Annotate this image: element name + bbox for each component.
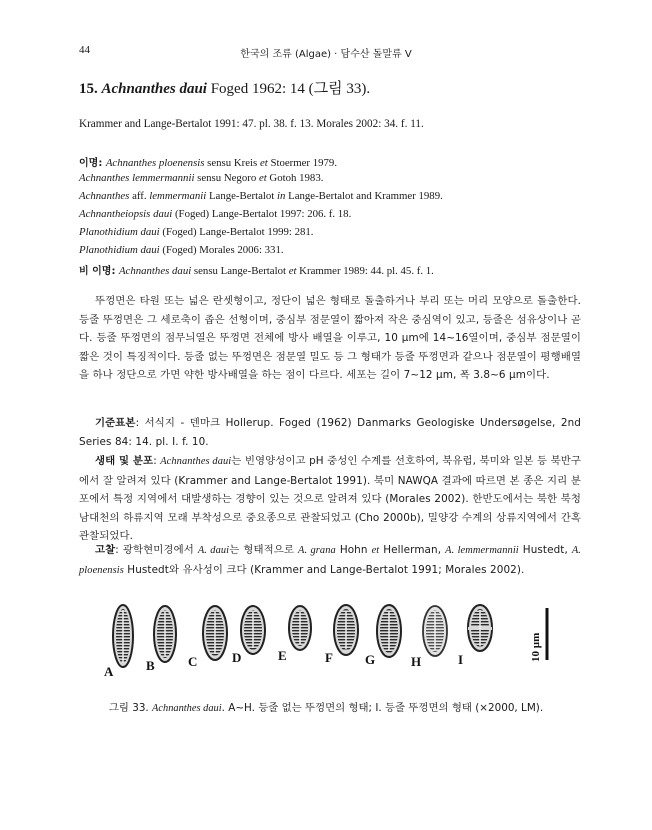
ecology-label: 생태 및 분포: [95, 455, 154, 467]
synonym-line-6: Planothidium daui (Foged) Morales 2006: 331.: [79, 244, 284, 256]
synonym-label: 이명: [79, 158, 99, 169]
nonsynonym-line: 비 이명: Achnanthes daui sensu Lange-Bertalot et Krammer 1989: 44. pl. 45. f. 1.: [79, 265, 434, 277]
synonym-line-4: Achnantheiopsis daui (Foged) Lange-Bertalot 1997: 206. f. 18.: [79, 208, 352, 220]
remarks-label: 고찰: [95, 544, 116, 556]
figure-caption: 그림 33. Achnanthes daui. A~H. 등줄 없는 뚜껑면의 형태; I. 등줄 뚜껑면의 형태 (×2000, LM).: [108, 702, 544, 714]
synonym-line-2: Achnanthes lemmermannii sensu Negoro et Gotoh 1983.: [79, 172, 324, 184]
type-specimen-paragraph: 기준표본: 서식지 - 덴마크 Hollerup. Foged (1962) Danmarks Geologiske Undersøgelse, 2nd Series 84: 14. pl. I. f. 10.: [79, 417, 581, 448]
type-specimen-label: 기준표본: [95, 417, 136, 429]
diatom-valve-f: [334, 605, 358, 655]
synonym-line-5: Planothidium daui (Foged) Lange-Bertalot 1999: 281.: [79, 226, 314, 238]
nonsynonym-label: 비 이명: [79, 266, 112, 277]
running-title: 한국의 조류 (Algae) · 담수산 돌말류 V: [240, 49, 412, 60]
remarks-paragraph: 고찰: 광학현미경에서 A. daui는 형태적으로 A. grana Hohn et Hellerman, A. lemmermannii Hustedt, A. ploenensis Hustedt와 유사성이 크다 (Krammer and Lange-Bertalot 1991; Morales 2002).: [79, 544, 582, 576]
diatom-valve-b: [154, 606, 176, 662]
panel-letter: F: [325, 650, 333, 665]
diatom-figure: [90, 600, 570, 680]
panel-letter: A: [104, 664, 114, 679]
diatom-valve-a: [113, 605, 133, 667]
panel-letter: D: [232, 650, 242, 665]
panel-letter: I: [458, 652, 464, 667]
scale-bar-label: 10 µm: [530, 632, 542, 662]
panel-letter: G: [365, 652, 376, 667]
diatom-valve-c: [203, 606, 227, 660]
synonym-line-1: 이명: Achnanthes ploenensis sensu Kreis et Stoermer 1979.: [79, 157, 338, 169]
ecology-paragraph: 생태 및 분포: Achnanthes daui는 빈영양성이고 pH 중성인 수계를 선호하여, 북유럽, 북미와 일본 등 북반구에서 잘 알려져 있다 (Krammer and Lange-Bertalot 1991). 북미 NAWQA 결과에 따르면 본 종은 지리 분포에서 특정 지역에서 대발생하는 경향이 있는 것으로 알려져 있다 (Morales 2002). 한반도에서는 북한 북청남대천의 하류지역 모래 부착성으로 중요종으로 관찰되었고 (Cho 2000b), 밀양강 수계의 상류지역에서 간혹 관찰되었다.: [79, 455, 581, 543]
panel-letter: B: [146, 658, 155, 673]
diatom-valve-h: [423, 606, 447, 656]
diatom-valve-g: [377, 605, 401, 657]
panel-letter: H: [411, 654, 422, 669]
species-number: 15.: [79, 81, 98, 97]
species-authority: Foged 1962: 14 (그림 33).: [210, 81, 371, 97]
diatom-valve-e: [289, 606, 311, 650]
diatom-valve-d: [241, 606, 265, 654]
description-paragraph: 뚜껑면은 타원 또는 넓은 란셋형이고, 정단이 넓은 형태로 돌출하거나 부리 또는 머리 모양으로 돌출한다. 등줄 뚜껑면은 그 세로축이 좁은 선형이며, 중심부 점문열이 짧아져 작은 중심역이 있고, 등줄은 섬유상이나 곧다. 등줄 뚜껑면의 점무늬열은 뚜껑면 전체에 방사 배열을 이루고, 10 µm에 14~16열이며, 중심부 점문열이 짧은 것이 특징적이다. 등줄 없는 뚜껑면은 점문열 밀도 등 그 형태가 등줄 뚜껑면과 같으나 점문열이 평행배열을 하나 정단으로 가면 약한 방사배열을 하는 점이 다르다. 세포는 길이 7~12 µm, 폭 3.8~6 µm이다.: [79, 295, 581, 382]
diatom-valve-i: [468, 605, 492, 651]
reference-line: Krammer and Lange-Bertalot 1991: 47. pl. 38. f. 13. Morales 2002: 34. f. 11.: [79, 118, 424, 130]
page-number: 44: [79, 44, 90, 56]
panel-letter: C: [188, 654, 198, 669]
synonym-line-3: Achnanthes aff. lemmermanii Lange-Bertalot in Lange-Bertalot and Krammer 1989.: [79, 190, 443, 202]
panel-letter: E: [278, 648, 287, 663]
species-heading: [79, 77, 370, 98]
species-name: Achnanthes daui: [101, 81, 207, 97]
